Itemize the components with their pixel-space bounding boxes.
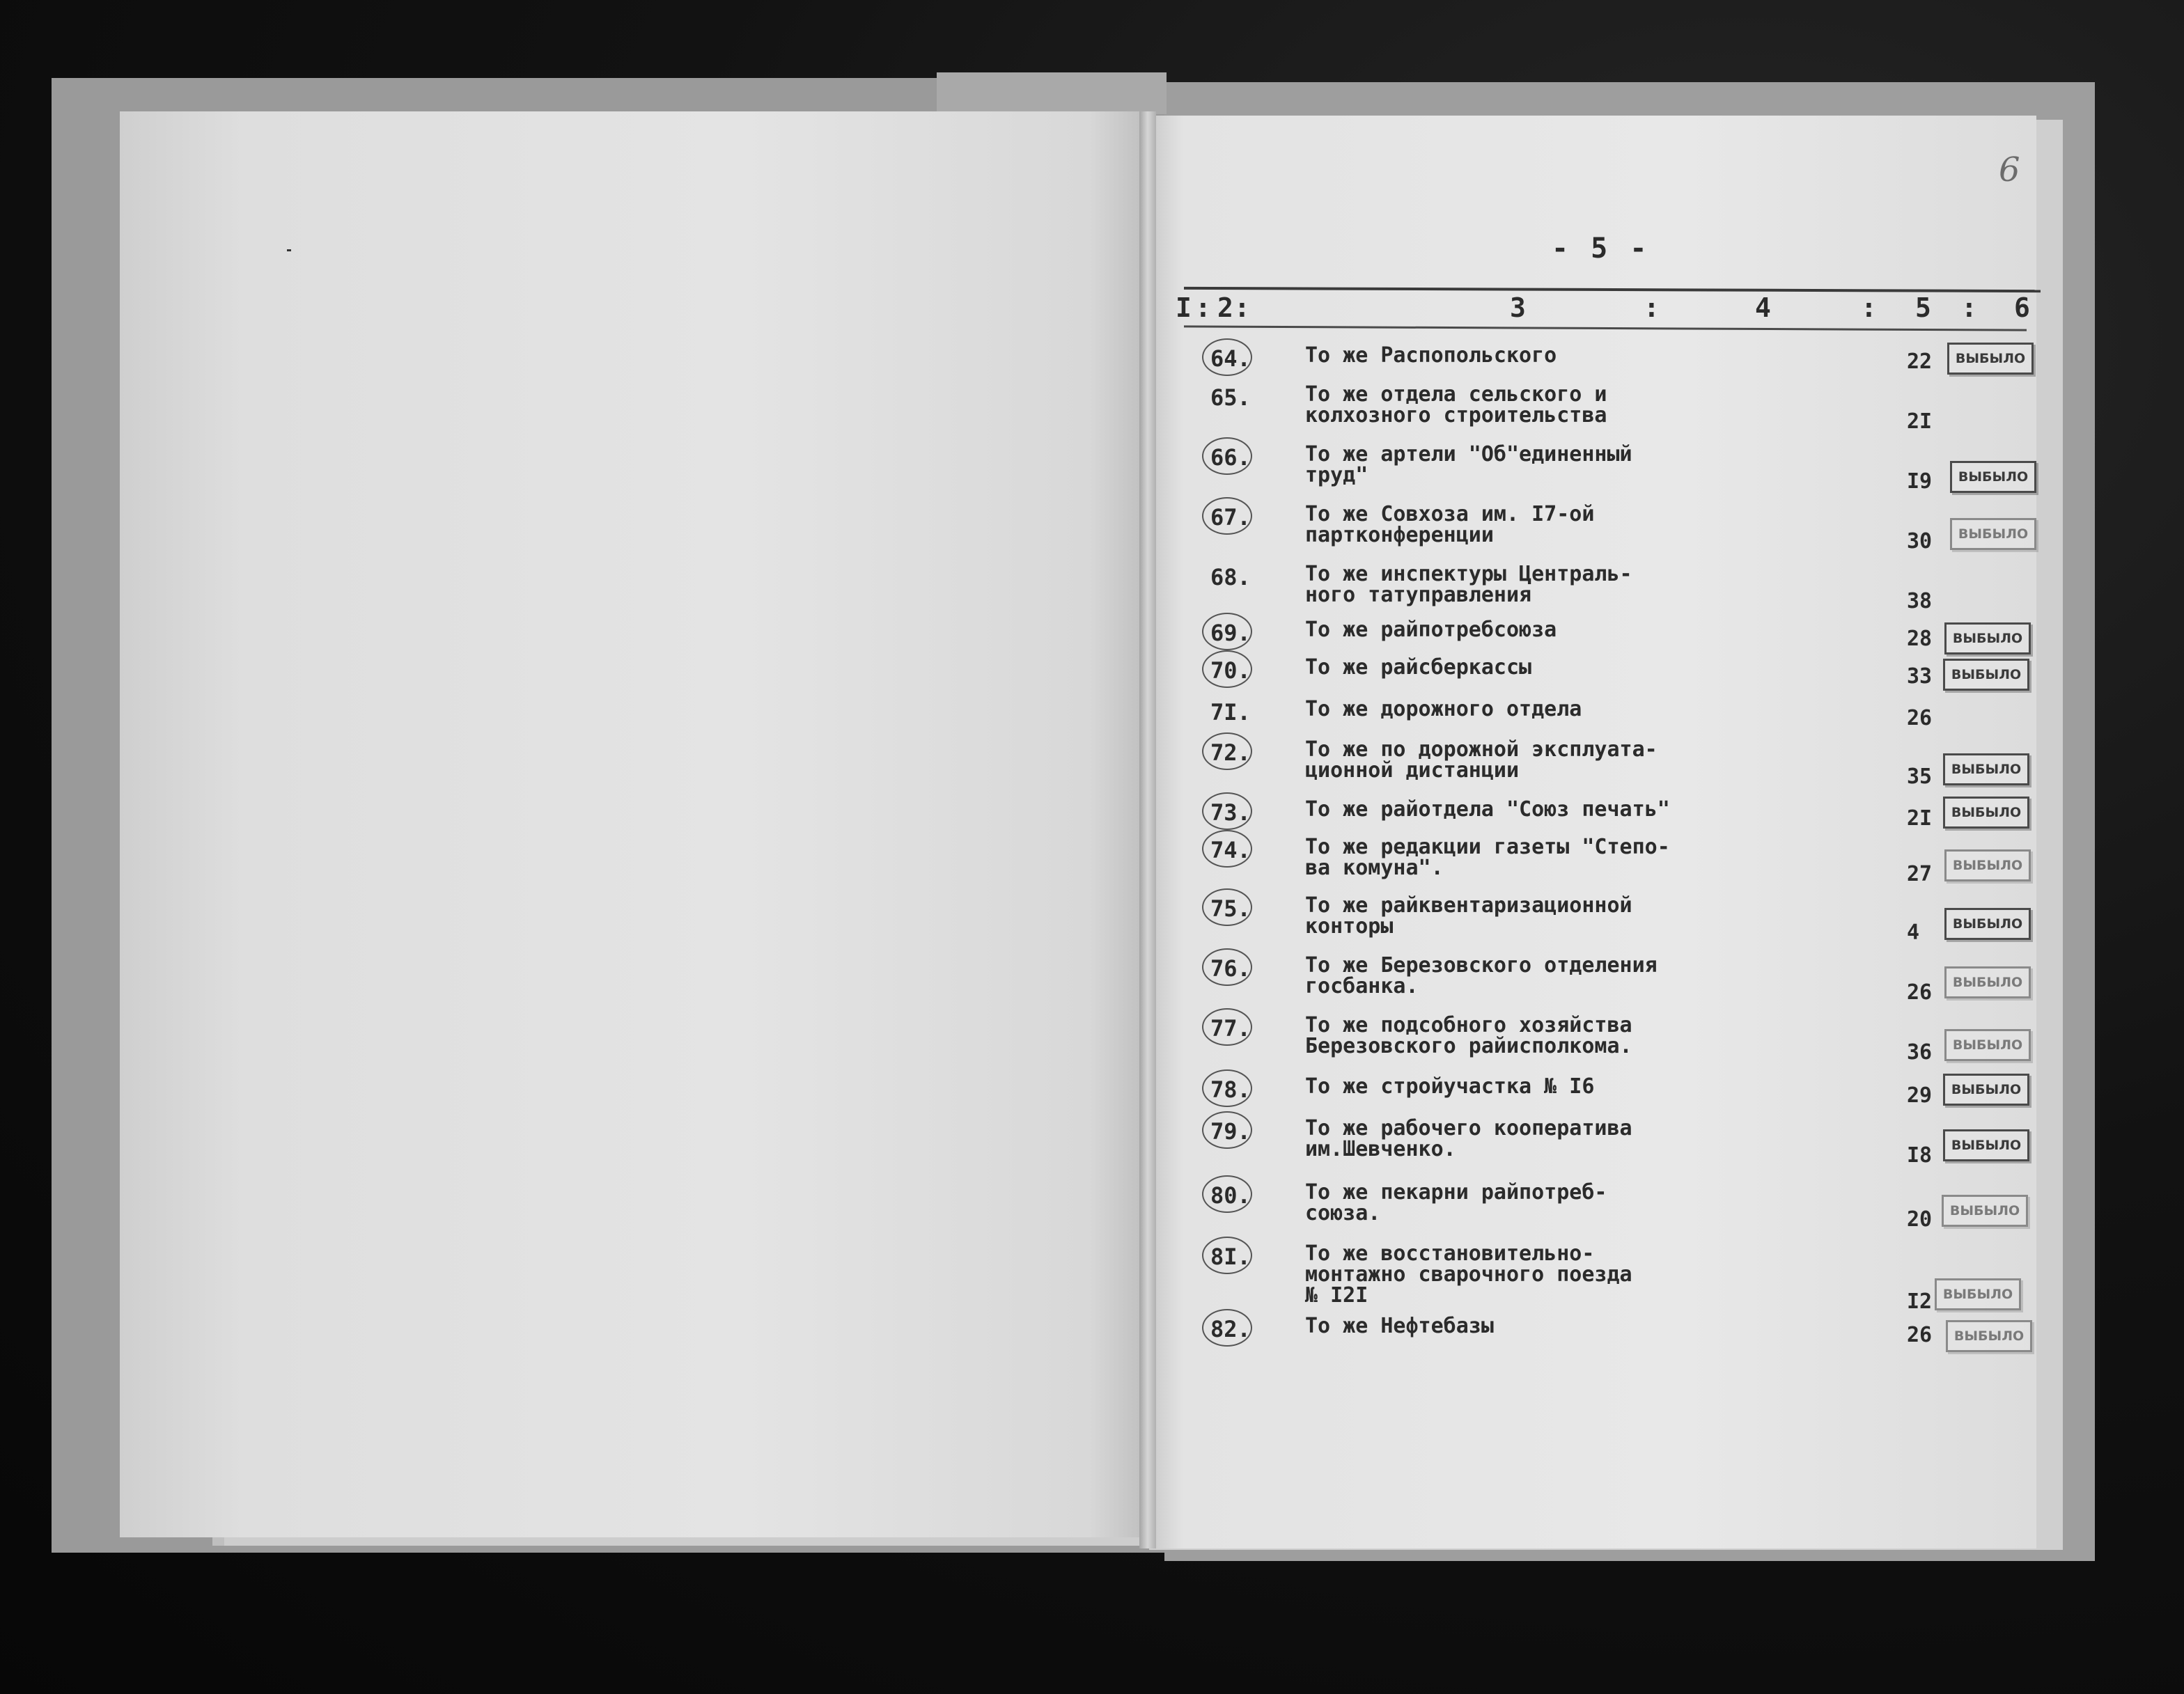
entry-number: 79. [1210,1118,1251,1145]
entry-description [1305,1316,1494,1337]
withdrawn-stamp: ВЫБЫЛО [1950,518,2036,550]
withdrawn-stamp: ВЫБЫЛО [1944,622,2031,654]
column-separator: : [1644,292,1660,323]
column-separator: : [1961,292,1977,323]
entry-number: 66. [1210,444,1251,471]
entry-description [1305,699,1582,720]
entry-number-circle-mark [1202,792,1252,830]
entry-description-line: союза. [1305,1201,1381,1225]
entry-description [1305,955,1658,997]
withdrawn-stamp: ВЫБЫЛО [1943,753,2029,785]
entry-description-line: То же райотдела "Союз печать" [1305,797,1670,822]
entry-description-line: То же подсобного хозяйства [1305,1013,1632,1037]
entry-number-circle-mark [1202,1175,1252,1213]
entry-number: 77. [1210,1015,1251,1042]
entry-description-line: труд" [1305,463,1368,487]
entry-description-line: То же райквентаризационной [1305,893,1632,918]
entry-description-line: То же дорожного отдела [1305,697,1582,721]
withdrawn-stamp: ВЫБЫЛО [1946,1320,2032,1352]
entry-description [1305,444,1632,486]
entry-number-circle-mark [1202,650,1252,688]
entry-description [1305,837,1670,879]
entry-description [1305,504,1594,546]
entry-description [1305,895,1632,937]
withdrawn-stamp: ВЫБЫЛО [1943,1074,2029,1106]
entry-description-line: То же Березовского отделения [1305,953,1658,978]
column-header-3: 3 [1510,292,1526,323]
entry-description-line: ного татуправления [1305,583,1532,607]
entry-description [1305,1182,1607,1224]
entry-description-line: То же восстановительно- [1305,1241,1595,1266]
entry-description [1305,620,1557,641]
entry-description-line: То же артели "Об"единенный [1305,442,1632,466]
withdrawn-stamp: ВЫБЫЛО [1950,461,2036,493]
entry-number-circle-mark [1202,1237,1252,1274]
book-gutter [1139,111,1156,1548]
entry-number: 8I. [1210,1244,1251,1270]
entry-description-line: То же Распопольского [1305,343,1557,368]
entry-description [1305,657,1531,678]
entry-number: 72. [1210,739,1251,766]
entry-number-circle-mark [1202,1069,1252,1107]
entry-sheet-count: 28 [1907,627,1933,651]
entry-sheet-count: 20 [1907,1207,1933,1232]
entry-sheet-count: 2I [1907,409,1933,434]
entry-description-line: им.Шевченко. [1305,1137,1456,1161]
column-header-4: 4 [1755,292,1771,323]
entry-number-circle-mark [1202,1008,1252,1046]
entry-description-line: То же рабочего кооператива [1305,1116,1632,1140]
entry-number: 65. [1210,384,1251,411]
entry-number: 70. [1210,657,1251,684]
entry-number: 68. [1210,564,1251,590]
entry-sheet-count: 26 [1907,706,1933,730]
entry-sheet-count: 36 [1907,1040,1933,1065]
table-header-top-rule [1184,287,2041,292]
entry-description [1305,384,1607,426]
entry-description [1305,799,1670,820]
column-separator: : [1195,292,1211,323]
column-header-2: 2 [1217,292,1233,323]
entry-number-circle-mark [1202,497,1252,535]
entry-description-line: То же отдела сельского и [1305,382,1607,407]
entry-number-circle-mark [1202,1309,1252,1347]
column-separator: : [1861,292,1877,323]
entry-description-line: То же райпотребсоюза [1305,618,1557,642]
entry-description-line: То же райсберкассы [1305,655,1532,680]
withdrawn-stamp: ВЫБЫЛО [1943,659,2029,691]
entry-sheet-count: 26 [1907,980,1933,1005]
withdrawn-stamp: ВЫБЫЛО [1943,797,2029,829]
entry-description-line: конторы [1305,914,1394,939]
entry-description [1305,1118,1632,1160]
left-page-blank [120,111,1150,1537]
withdrawn-stamp: ВЫБЫЛО [1942,1195,2028,1227]
pen-mark [287,249,291,251]
entry-number: 64. [1210,345,1251,372]
withdrawn-stamp: ВЫБЫЛО [1944,849,2031,881]
entry-number-circle-mark [1202,613,1252,650]
column-header-6: 6 [2014,292,2030,323]
entry-description-line: партконференции [1305,523,1494,547]
entry-number-circle-mark [1202,948,1252,986]
entry-number: 69. [1210,620,1251,646]
entry-description [1305,345,1557,366]
entry-description-line: ва комуна". [1305,856,1444,880]
entry-sheet-count: 35 [1907,764,1933,789]
entry-number-circle-mark [1202,830,1252,868]
entry-number: 75. [1210,895,1251,922]
right-page [1148,116,2036,1548]
entry-description [1305,739,1658,781]
entry-sheet-count: 4 [1907,920,1920,945]
column-separator: : [1234,292,1250,323]
entry-description [1305,1076,1594,1097]
entry-number-circle-mark [1202,888,1252,926]
entry-sheet-count: I2 [1907,1289,1933,1314]
withdrawn-stamp: ВЫБЫЛО [1947,343,2034,375]
entry-number: 7I. [1210,699,1251,726]
entry-sheet-count: 22 [1907,350,1933,374]
entry-number: 74. [1210,837,1251,863]
entry-sheet-count: 38 [1907,589,1933,613]
withdrawn-stamp: ВЫБЫЛО [1944,908,2031,940]
entry-description-line: монтажно сварочного поезда [1305,1262,1632,1287]
withdrawn-stamp: ВЫБЫЛО [1943,1129,2029,1161]
entry-sheet-count: I8 [1907,1143,1933,1168]
entry-number: 67. [1210,504,1251,531]
withdrawn-stamp: ВЫБЫЛО [1935,1278,2021,1310]
withdrawn-stamp: ВЫБЫЛО [1944,1029,2031,1061]
entry-sheet-count: I9 [1907,469,1933,494]
binder-spine-tab [937,72,1167,114]
entry-number-circle-mark [1202,732,1252,770]
entry-number-circle-mark [1202,1111,1252,1149]
page-number: - 5 - [1552,233,1650,265]
entry-description-line: Березовского райисполкома. [1305,1034,1632,1058]
entry-number: 78. [1210,1076,1251,1103]
entry-sheet-count: 26 [1907,1323,1933,1347]
entry-description-line: ционной дистанции [1305,758,1520,783]
entry-description-line: То же редакции газеты "Степо- [1305,835,1670,859]
entry-description-line: То же инспектуры Централь- [1305,562,1632,586]
entry-sheet-count: 27 [1907,862,1933,886]
entry-description [1305,1015,1632,1057]
entry-number: 82. [1210,1316,1251,1342]
entry-description-line: То же стройучастка № I6 [1305,1074,1595,1099]
entry-description-line: То же пекарни райпотреб- [1305,1180,1607,1205]
entry-description-line: То же по дорожной эксплуата- [1305,737,1658,762]
column-header-1: I [1176,292,1192,323]
entry-description-line: госбанка. [1305,974,1419,998]
archive-folio-number: 6 [1999,150,2020,189]
entry-number-circle-mark [1202,437,1252,475]
entry-number: 80. [1210,1182,1251,1209]
column-header-5: 5 [1915,292,1931,323]
entry-description-line: То же Нефтебазы [1305,1314,1494,1338]
entry-number: 73. [1210,799,1251,826]
entry-description [1305,564,1632,606]
entry-number: 76. [1210,955,1251,982]
entry-sheet-count: 33 [1907,664,1933,689]
table-header-bottom-rule [1184,325,2027,331]
withdrawn-stamp: ВЫБЫЛО [1944,966,2031,998]
entry-description-line: колхозного строительства [1305,403,1607,428]
entry-number-circle-mark [1202,338,1252,376]
entry-sheet-count: 29 [1907,1083,1933,1108]
entry-description [1305,1241,1632,1308]
entry-sheet-count: 2I [1907,806,1933,831]
entry-sheet-count: 30 [1907,529,1933,554]
entry-description-line: То же Совхоза им. I7-ой [1305,502,1595,526]
entry-description-line: № I2I [1305,1283,1368,1308]
